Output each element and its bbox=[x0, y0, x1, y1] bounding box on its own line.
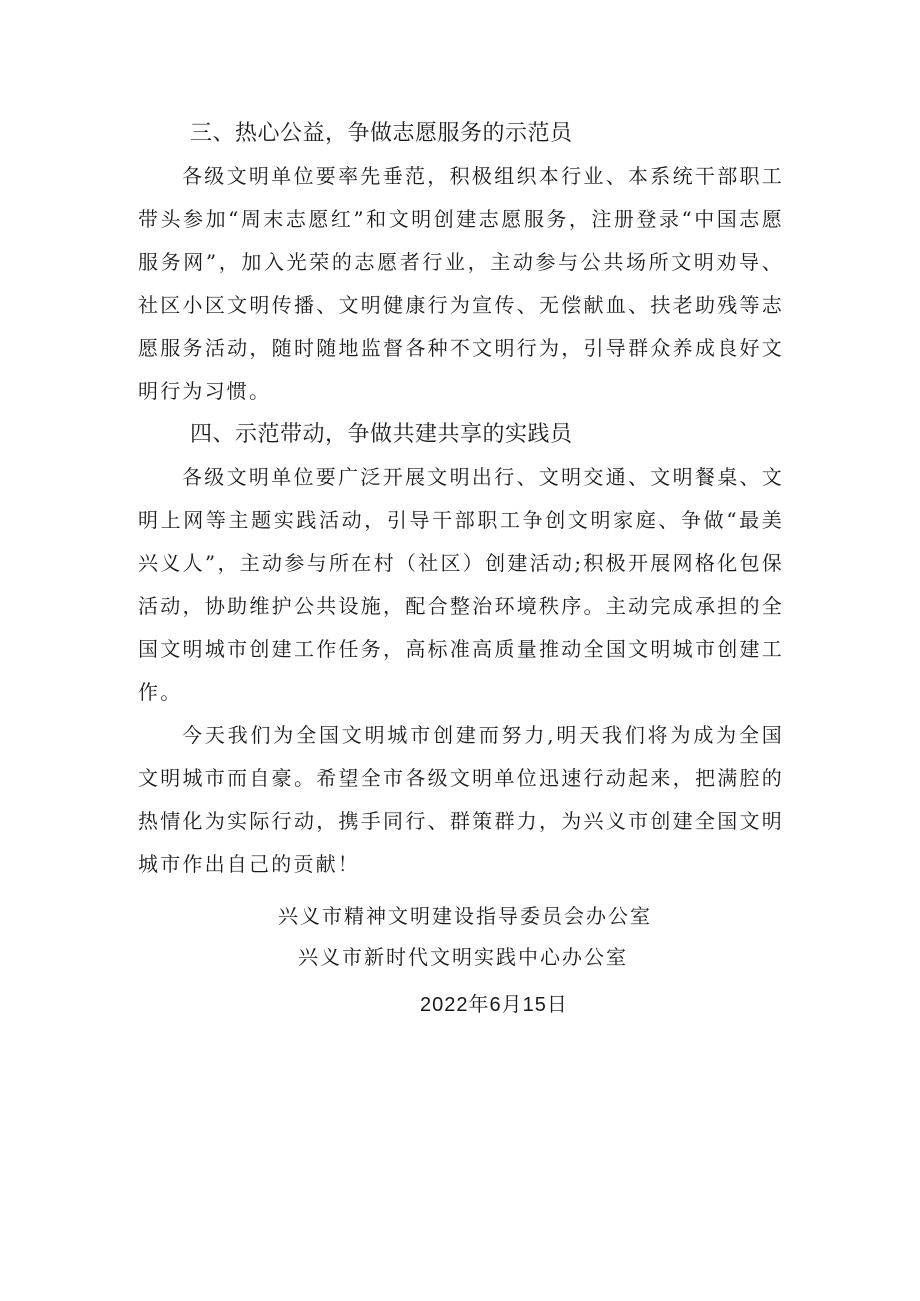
section-heading: 四、示范带动，争做共建共享的实践员 bbox=[190, 422, 573, 447]
section-paragraph: 各级文明单位要广泛开展文明出行、文明交通、文明餐桌、文明上网等主题实践活动，引导干部职工争创文明家庭、争做“最美兴义人”，主动参与所在村（社区）创建活动;积极开展网格化包保活动，协助维护公共设施，配合整治环境秩序。主动完成承担的全国文明城市创建工作任务，高标准高质量推动全国文明城市创建工作。 bbox=[138, 465, 784, 704]
section-heading: 三、热心公益，争做志愿服务的示范员 bbox=[190, 121, 573, 146]
document-body bbox=[138, 112, 784, 886]
issue-date: 2022年6月15日 bbox=[420, 994, 568, 1016]
section-demonstration bbox=[138, 413, 784, 714]
section-paragraph: 各级文明单位要率先垂范，积极组织本行业、本系统干部职工带头参加“周末志愿红”和文明创建志愿服务，注册登录“中国志愿服务网”，加入光荣的志愿者行业，主动参与公共场所文明劝导、社区小区文明传播、文明健康行为宣传、无偿献血、扶老助残等志愿服务活动，随时随地监督各种不文明行为，引导群众养成良好文明行为习惯。 bbox=[138, 164, 784, 403]
closing-paragraph: 今天我们为全国文明城市创建而努力,明天我们将为成为全国文明城市而自豪。希望全市各级文明单位迅速行动起来，把满腔的热情化为实际行动，携手同行、群策群力，为兴义市创建全国文明城市作出自己的贡献！ bbox=[138, 723, 784, 876]
issuing-office-2: 兴义市新时代文明实践中心办公室 bbox=[298, 945, 628, 969]
issuing-office-1: 兴义市精神文明建设指导委员会办公室 bbox=[278, 904, 652, 928]
section-volunteer-service bbox=[138, 112, 784, 413]
